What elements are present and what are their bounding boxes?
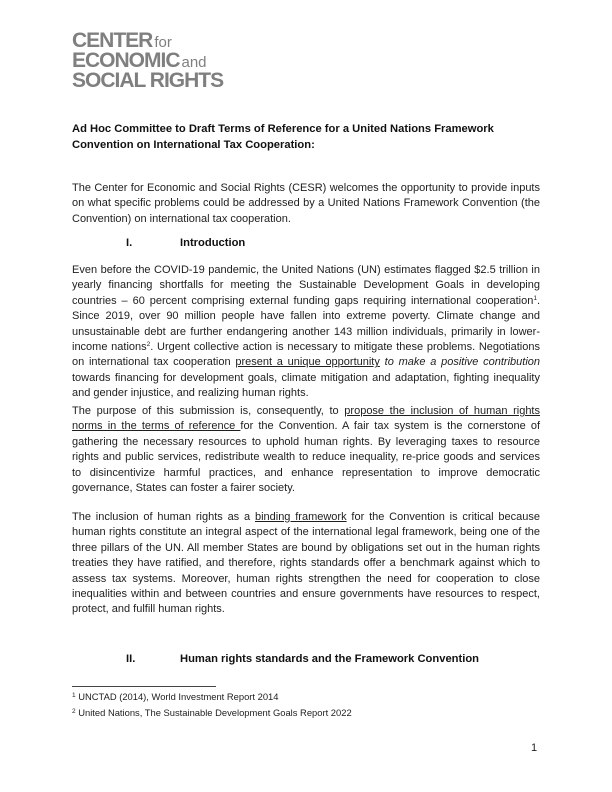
section-1-number: I.	[126, 237, 133, 249]
intro-paragraph: The Center for Economic and Social Rights (CESR) welcomes the opportunity to provide inputs on what specific problems could be addressed by a United Nations Framework Convention (the Convention) on international tax cooperation.	[72, 182, 540, 225]
section-2-title: Human rights standards and the Framework Convention	[180, 653, 479, 665]
footnote-ref-1[interactable]: 1	[533, 294, 537, 302]
footnote-ref-2[interactable]: 2	[146, 341, 151, 349]
footnote-1: $^1$ UNCTAD (2014), World Investment Report 2014	[72, 691, 279, 702]
italic-positive-contribution: to make a positive contribution	[384, 356, 541, 369]
paragraph-2: The purpose of this submission is, consequently, to propose the inclusion of human rights norms in the terms of reference for the Convention. A fair tax system is the cornerstone of gathering the necessary resources to uphold human rights. By leveraging taxes to resource rights and public services, redistribute wealth to reduce inequality, re-price goods and services to disincentivize harmful practices, and enhance representation to improve democratic governance, States can foster a fairer society.	[72, 405, 540, 495]
footnote-2: $^2$ United Nations, The Sustainable Development Goals Report 2022	[72, 707, 352, 718]
paragraph-3: The inclusion of human rights as a binding framework for the Convention is critical because human rights constitute an integral aspect of the international legal framework, being one of the three pillars of the UN. All member States are bound by obligations set out in the human rights treaties they have ratified, and therefore, rights standards offer a benchmark against which to assess tax systems. Moreover, human rights strengthen the need for cooperation to close inequalities within and between countries and ensure governments have resources to respect, protect, and fulfill human rights.	[72, 511, 540, 616]
document-title: Ad Hoc Committee to Draft Terms of Reference for a United Nations Framework Convention on International Tax Cooperation:	[72, 123, 494, 151]
logo-line-3: SOCIAL RIGHTS	[72, 69, 224, 92]
section-2-number: II.	[126, 653, 136, 665]
paragraph-1: Even before the COVID-19 pandemic, the United Nations (UN) estimates flagged $2.5 trillion in yearly financing shortfalls for meeting the Sustainable Development Goals in developing countries – 60 percent comprising external funding gaps requiring international cooperation$^1$. Since 2019, over 90 million people have fallen into extreme poverty. Climate change and unsustainable debt are further endangering another 143 million individuals, primarily in lower-income nations$^2$. Urgent collective action is necessary to mitigate these problems. Negotiations on international tax cooperation present a unique opportunity to make a positive contribution towards financing for development goals, climate mitigation and adaptation, fighting inequality and gender injustice, and realizing human rights.	[72, 264, 541, 400]
link-binding-framework[interactable]: binding framework	[254, 511, 347, 523]
section-1-title: Introduction	[180, 237, 246, 249]
logo-line-1: CENTER for	[72, 29, 172, 52]
page-number: 1	[531, 742, 538, 754]
cesr-logo	[72, 31, 242, 93]
footnote-divider	[72, 686, 216, 687]
logo-line-2: ECONOMIC and	[72, 49, 207, 72]
link-propose-inclusion[interactable]: propose the inclusion of human rights norms in the terms of reference	[72, 405, 540, 433]
link-unique-opportunity[interactable]: present a unique opportunity	[235, 356, 380, 369]
